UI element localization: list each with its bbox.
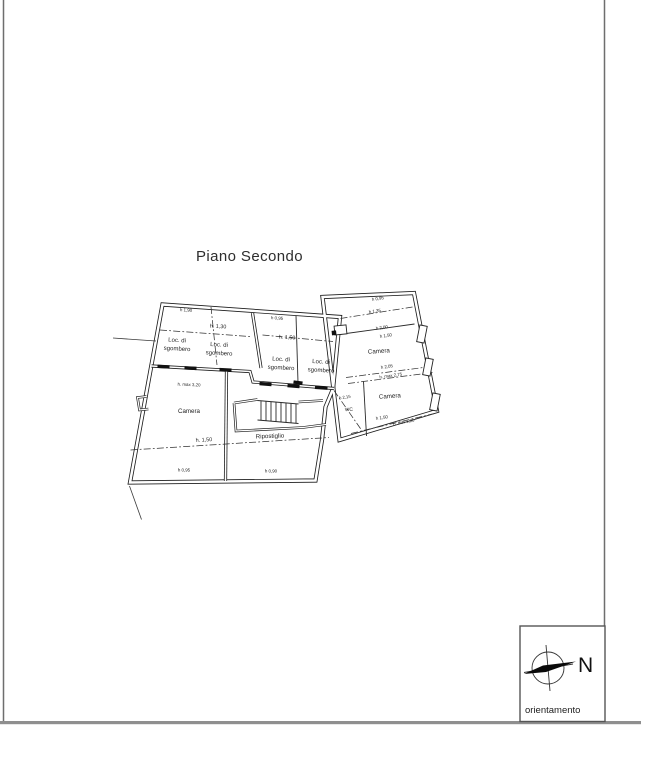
room-label-loc-sgombero-4b: sgombero bbox=[307, 367, 335, 375]
height-label: h 0,90 bbox=[264, 468, 278, 474]
height-label: h. max 2,75 bbox=[379, 371, 403, 380]
main-block-outline-inner bbox=[130, 305, 340, 483]
camera-partition-wall-inner bbox=[226, 371, 227, 481]
room-label-camera-1: Camera bbox=[177, 408, 201, 415]
height-label: h. 1,50 bbox=[195, 437, 213, 444]
flue-symbol bbox=[331, 325, 347, 336]
height-label: h 1,50 bbox=[375, 414, 389, 421]
bottom-left-boundary-line bbox=[130, 486, 142, 520]
page-title: Piano Secondo bbox=[196, 248, 303, 265]
north-label: N bbox=[578, 654, 594, 677]
divider-room2-room3-inner bbox=[253, 313, 262, 368]
left-boundary-stub bbox=[113, 338, 156, 341]
room-label-camera-3: Camera bbox=[378, 392, 402, 401]
wing-windows bbox=[417, 325, 441, 411]
floorplan-drawing bbox=[113, 293, 440, 520]
height-label: h 2,00 bbox=[375, 324, 389, 331]
door-jamb-room34 bbox=[294, 382, 303, 383]
height-label: h. 1,30 bbox=[209, 323, 227, 331]
height-label: h. min 1,00 bbox=[392, 417, 415, 427]
room-label-wc: WC bbox=[344, 407, 354, 414]
room-label-loc-sgombero-1: Loc. di bbox=[168, 337, 187, 345]
room-label-loc-sgombero-2: Loc. di bbox=[210, 342, 229, 349]
stair-enclosure-walls-inner bbox=[234, 400, 326, 432]
height-label: h 1,50 bbox=[379, 332, 393, 339]
room-label-loc-sgombero-1b: sgombero bbox=[163, 345, 191, 354]
room-label-loc-sgombero-2b: sgombero bbox=[205, 350, 233, 358]
orientation-box bbox=[520, 626, 605, 722]
height-label: h 0,95 bbox=[270, 315, 284, 321]
staircase bbox=[258, 401, 299, 424]
main-block-outline bbox=[130, 305, 340, 483]
wc-partition bbox=[364, 382, 367, 437]
height-label: h. max 3,20 bbox=[177, 381, 201, 388]
room-label-loc-sgombero-4: Loc. di bbox=[312, 359, 331, 366]
room-label-loc-sgombero-3b: sgombero bbox=[267, 364, 295, 373]
height-label: h. 1,50 bbox=[278, 334, 296, 342]
height-label: h 2,15 bbox=[338, 393, 351, 401]
height-label: h 2,05 bbox=[380, 363, 394, 370]
height-label: h 1,90 bbox=[179, 307, 193, 313]
height-label: h 1,35 bbox=[368, 307, 382, 315]
orientation-caption: orientamento bbox=[525, 705, 581, 716]
room-label-loc-sgombero-3: Loc. di bbox=[272, 356, 291, 364]
divider-room3-room4 bbox=[296, 316, 298, 383]
room-label-ripostiglio: Ripostiglio bbox=[255, 432, 285, 441]
room-label-camera-2: Camera bbox=[367, 347, 391, 356]
height-label: h 0,95 bbox=[371, 295, 385, 302]
height-label: h 0,95 bbox=[177, 467, 191, 473]
